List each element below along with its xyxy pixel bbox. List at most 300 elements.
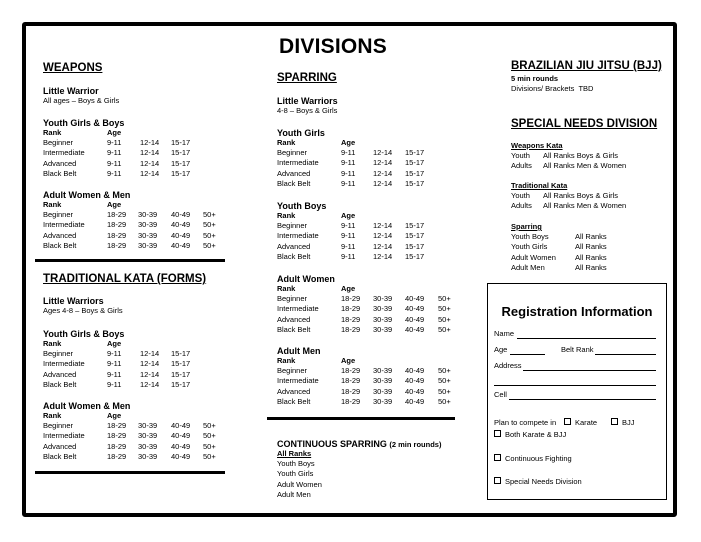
belt-rank-label: Belt Rank xyxy=(561,345,594,354)
table-header-cell xyxy=(373,138,405,148)
table-header-cell xyxy=(203,200,223,210)
kata-adult-table xyxy=(43,411,223,462)
table-cell: 30-39 xyxy=(138,441,158,451)
weapons-youth-title: Youth Girls & Boys xyxy=(43,118,125,128)
table-header-cell: Rank xyxy=(277,138,296,147)
table-row xyxy=(277,325,458,335)
table-row xyxy=(43,169,201,179)
table-header-cell: Age xyxy=(341,138,356,147)
table-row xyxy=(511,161,643,171)
table-cell: 50+ xyxy=(203,421,216,431)
kata-youth-block xyxy=(43,329,201,390)
table-header-cell: Age xyxy=(107,200,122,209)
table-cell: 12-14 xyxy=(373,178,393,188)
table-row xyxy=(277,294,458,304)
table-header-cell xyxy=(171,200,203,210)
table-cell: Beginner xyxy=(277,366,308,376)
checkbox-icon[interactable] xyxy=(494,454,501,461)
table-cell: Advanced xyxy=(277,386,311,396)
checkbox-icon[interactable] xyxy=(494,430,501,437)
table-cell: Youth xyxy=(511,151,530,161)
table-row xyxy=(43,452,223,462)
table-row xyxy=(277,179,435,189)
belt-rank-field[interactable] xyxy=(595,354,656,355)
table-row xyxy=(511,191,643,201)
table-cell: All Ranks Men & Women xyxy=(543,161,627,171)
table-cell: 15-17 xyxy=(171,148,191,158)
table-cell: All Ranks xyxy=(575,262,607,272)
table-header-cell: Age xyxy=(107,128,122,137)
table-cell: Adults xyxy=(511,201,532,211)
table-cell: 12-14 xyxy=(140,148,160,158)
plan-label: Plan to compete in xyxy=(494,418,557,427)
table-cell: Advanced xyxy=(277,314,311,324)
table-cell: 50+ xyxy=(438,396,451,406)
table-header-cell: Rank xyxy=(43,200,62,209)
continuous-heading-note: (2 min rounds) xyxy=(389,440,442,449)
table-cell: All Ranks Men & Women xyxy=(543,201,627,211)
age-label: Age xyxy=(494,345,508,354)
table-header-cell: Age xyxy=(341,211,356,220)
table-row xyxy=(277,158,435,168)
sparring-little-warriors xyxy=(277,96,338,116)
table-row xyxy=(43,421,223,431)
table-header-cell xyxy=(138,411,171,421)
continuous-sparring-block xyxy=(277,439,441,500)
table-cell: 15-17 xyxy=(405,231,425,241)
address-label: Address xyxy=(494,361,522,370)
table-cell: Black Belt xyxy=(43,240,77,250)
bjj-option[interactable] xyxy=(611,418,635,427)
continuous-item: Adult Women xyxy=(277,479,322,489)
table-header-cell xyxy=(405,211,435,221)
table-cell: 9-11 xyxy=(107,138,122,148)
table-cell: 12-14 xyxy=(373,241,393,251)
table-row xyxy=(277,252,435,262)
weapons-youth-table xyxy=(43,128,201,179)
table-row xyxy=(277,242,435,252)
registration-title: Registration Information xyxy=(501,304,653,319)
table-cell: 9-11 xyxy=(341,231,356,241)
table-row xyxy=(277,366,458,376)
table-cell: 50+ xyxy=(203,240,216,250)
sparring-heading: SPARRING xyxy=(277,72,337,84)
weapons-adult-title: Adult Women & Men xyxy=(43,190,131,200)
table-cell: 40-49 xyxy=(171,230,191,240)
table-row xyxy=(277,304,458,314)
table-row xyxy=(511,242,625,252)
table-cell: 15-17 xyxy=(171,168,191,178)
kata-adult-title: Adult Women & Men xyxy=(43,401,131,411)
table-cell: 12-14 xyxy=(140,168,160,178)
table-cell: 15-17 xyxy=(171,138,191,148)
table-cell: 9-11 xyxy=(341,221,356,231)
table-cell: 15-17 xyxy=(171,349,191,359)
table-cell: Youth Girls xyxy=(511,242,548,252)
karate-option-label: Karate xyxy=(575,418,598,427)
table-cell: Intermediate xyxy=(277,304,319,314)
table-cell: 30-39 xyxy=(138,451,158,461)
weapons-youth-block xyxy=(43,118,201,179)
sparring-adult-men-block xyxy=(277,346,458,407)
table-cell: 50+ xyxy=(203,431,216,441)
table-header-cell xyxy=(171,339,201,349)
table-cell: 9-11 xyxy=(107,148,122,158)
table-cell: 18-29 xyxy=(341,304,361,314)
table-cell: 12-14 xyxy=(373,221,393,231)
table-cell: All Ranks xyxy=(575,242,607,252)
table-cell: 18-29 xyxy=(107,230,127,240)
table-cell: 18-29 xyxy=(107,451,127,461)
table-cell: 30-39 xyxy=(373,386,393,396)
table-cell: 50+ xyxy=(438,314,451,324)
table-cell: 30-39 xyxy=(373,314,393,324)
table-cell: Adult Women xyxy=(511,252,556,262)
kata-youth-title: Youth Girls & Boys xyxy=(43,329,125,339)
table-cell: 12-14 xyxy=(140,349,160,359)
table-header-cell: Rank xyxy=(43,339,62,348)
table-cell: 12-14 xyxy=(373,158,393,168)
table-cell: 15-17 xyxy=(405,148,425,158)
kata-youth-table xyxy=(43,339,201,390)
table-cell: 18-29 xyxy=(341,376,361,386)
table-cell: 9-11 xyxy=(107,369,122,379)
table-row xyxy=(277,231,435,241)
both-option-label: Both Karate & BJJ xyxy=(505,430,567,439)
table-cell: Beginner xyxy=(43,210,74,220)
table-cell: Black Belt xyxy=(277,178,311,188)
bjj-rounds: 5 min rounds xyxy=(511,74,559,83)
sparring-youth-boys-table xyxy=(277,211,435,262)
table-cell: 30-39 xyxy=(373,366,393,376)
table-cell: Adults xyxy=(511,161,532,171)
table-cell: 40-49 xyxy=(405,396,425,406)
table-header-cell: Rank xyxy=(43,411,62,420)
special-needs-option-label: Special Needs Division xyxy=(505,477,582,486)
sparring-youth-boys-title: Youth Boys xyxy=(277,201,327,211)
table-row xyxy=(43,210,223,220)
table-cell: 50+ xyxy=(438,304,451,314)
table-cell: 50+ xyxy=(203,210,216,220)
karate-option[interactable] xyxy=(564,418,597,427)
table-cell: 40-49 xyxy=(405,366,425,376)
table-header-cell xyxy=(405,284,438,294)
table-cell: Intermediate xyxy=(43,431,85,441)
table-header-row xyxy=(277,284,458,294)
table-cell: 30-39 xyxy=(138,230,158,240)
table-cell: 40-49 xyxy=(171,431,191,441)
table-cell: 30-39 xyxy=(373,294,393,304)
special-needs-option[interactable] xyxy=(494,477,582,486)
table-row xyxy=(511,263,625,273)
table-cell: 18-29 xyxy=(107,210,127,220)
table-cell: 12-14 xyxy=(140,158,160,168)
table-cell: 12-14 xyxy=(140,369,160,379)
age-field[interactable] xyxy=(510,354,545,355)
divider xyxy=(35,471,225,474)
cell-field[interactable] xyxy=(509,399,656,400)
table-row xyxy=(43,349,201,359)
table-row xyxy=(43,231,223,241)
table-header-row xyxy=(277,138,435,148)
table-header-cell: Age xyxy=(341,356,356,365)
table-cell: Advanced xyxy=(43,158,77,168)
table-cell: Beginner xyxy=(43,349,74,359)
table-cell: 40-49 xyxy=(405,386,425,396)
bjj-brackets-value: TBD xyxy=(578,84,594,94)
checkbox-icon[interactable] xyxy=(494,477,501,484)
table-cell: 40-49 xyxy=(405,294,425,304)
continuous-option[interactable] xyxy=(494,454,572,463)
weapons-little-title: Little Warrior xyxy=(43,86,99,96)
continuous-subheading: All Ranks xyxy=(277,449,312,458)
sparring-adult-men-title: Adult Men xyxy=(277,346,321,356)
table-cell: Beginner xyxy=(277,148,308,158)
table-header-cell xyxy=(140,339,171,349)
table-cell: 18-29 xyxy=(107,431,127,441)
special-traditional-kata xyxy=(511,181,643,212)
table-header-row xyxy=(43,200,223,210)
table-cell: 9-11 xyxy=(107,158,122,168)
table-cell: 18-29 xyxy=(107,220,127,230)
table-row xyxy=(511,253,625,263)
table-cell: 30-39 xyxy=(138,240,158,250)
special-needs-heading: SPECIAL NEEDS DIVISION xyxy=(511,118,658,130)
table-cell: 30-39 xyxy=(373,376,393,386)
weapons-adult-table xyxy=(43,200,223,251)
table-row xyxy=(277,387,458,397)
weapons-little-warrior xyxy=(43,86,119,106)
special-sparring xyxy=(511,222,625,273)
table-cell: 50+ xyxy=(438,294,451,304)
table-cell: All Ranks Boys & Girls xyxy=(543,191,619,201)
table-header-cell: Rank xyxy=(277,356,296,365)
table-cell: Intermediate xyxy=(43,148,85,158)
table-row xyxy=(277,397,458,407)
table-cell: 9-11 xyxy=(341,178,356,188)
page-title: DIVISIONS xyxy=(279,35,387,58)
sparring-youth-boys-block xyxy=(277,201,435,262)
table-row xyxy=(43,148,201,158)
table-header-cell xyxy=(438,356,458,366)
table-cell: Advanced xyxy=(43,441,77,451)
table-cell: 50+ xyxy=(438,324,451,334)
table-header-cell xyxy=(438,284,458,294)
table-cell: 40-49 xyxy=(405,314,425,324)
name-label: Name xyxy=(494,329,515,338)
table-cell: 50+ xyxy=(438,366,451,376)
continuous-option-label: Continuous Fighting xyxy=(505,454,572,463)
table-row xyxy=(277,169,435,179)
table-cell: Black Belt xyxy=(277,324,311,334)
table-header-cell: Rank xyxy=(277,284,296,293)
table-cell: 9-11 xyxy=(107,349,122,359)
table-cell: Intermediate xyxy=(43,220,85,230)
table-cell: 18-29 xyxy=(341,386,361,396)
address-field-line-2[interactable] xyxy=(494,385,656,386)
table-header-row xyxy=(43,411,223,421)
table-cell: 40-49 xyxy=(171,421,191,431)
name-field[interactable] xyxy=(517,338,656,339)
table-cell: 30-39 xyxy=(373,396,393,406)
table-cell: 15-17 xyxy=(405,241,425,251)
sparring-adult-women-block xyxy=(277,274,458,335)
table-cell: 18-29 xyxy=(341,294,361,304)
table-cell: 50+ xyxy=(438,376,451,386)
table-row xyxy=(511,151,643,161)
table-row xyxy=(43,241,223,251)
special-sparring-table xyxy=(511,232,625,273)
table-cell: 12-14 xyxy=(140,138,160,148)
sparring-youth-girls-title: Youth Girls xyxy=(277,128,325,138)
table-cell: Intermediate xyxy=(43,359,85,369)
table-cell: Beginner xyxy=(43,421,74,431)
table-header-row xyxy=(277,356,458,366)
sparring-adult-women-table xyxy=(277,284,458,335)
table-row xyxy=(43,359,201,369)
sparring-adult-men-table xyxy=(277,356,458,407)
table-cell: 9-11 xyxy=(341,241,356,251)
continuous-item: Youth Girls xyxy=(277,469,314,479)
table-cell: 50+ xyxy=(203,220,216,230)
table-cell: Advanced xyxy=(43,369,77,379)
address-field[interactable] xyxy=(523,370,656,371)
table-cell: 50+ xyxy=(203,230,216,240)
table-cell: 15-17 xyxy=(405,251,425,261)
table-cell: 40-49 xyxy=(405,304,425,314)
table-cell: 12-14 xyxy=(140,359,160,369)
table-cell: Youth Boys xyxy=(511,232,549,242)
table-row xyxy=(43,220,223,230)
table-row xyxy=(43,442,223,452)
special-weapons-kata-title: Weapons Kata xyxy=(511,141,563,150)
table-header-cell: Age xyxy=(341,284,356,293)
table-cell: All Ranks xyxy=(575,252,607,262)
both-option[interactable] xyxy=(494,430,566,439)
table-cell: 15-17 xyxy=(405,158,425,168)
table-cell: Youth xyxy=(511,191,530,201)
registration-form xyxy=(487,283,667,500)
table-header-cell xyxy=(140,128,171,138)
table-cell: Advanced xyxy=(277,241,311,251)
table-header-row xyxy=(43,128,201,138)
table-header-cell xyxy=(373,211,405,221)
bjj-heading: BRAZILIAN JIU JITSU (BJJ) xyxy=(511,60,662,72)
table-row xyxy=(43,431,223,441)
table-cell: 18-29 xyxy=(341,396,361,406)
table-row xyxy=(43,138,201,148)
table-cell: 15-17 xyxy=(405,168,425,178)
table-row xyxy=(277,315,458,325)
special-traditional-kata-title: Traditional Kata xyxy=(511,181,568,190)
table-cell: 40-49 xyxy=(171,210,191,220)
table-header-row xyxy=(277,211,435,221)
table-cell: Beginner xyxy=(277,221,308,231)
table-cell: Beginner xyxy=(43,138,74,148)
special-weapons-kata-table xyxy=(511,151,643,171)
table-cell: Beginner xyxy=(277,294,308,304)
special-traditional-kata-table xyxy=(511,191,643,211)
table-header-cell: Rank xyxy=(277,211,296,220)
checkbox-icon[interactable] xyxy=(611,418,618,425)
table-cell: 12-14 xyxy=(373,148,393,158)
table-header-cell: Rank xyxy=(43,128,62,137)
table-cell: 15-17 xyxy=(171,369,191,379)
table-cell: 9-11 xyxy=(107,379,122,389)
table-header-cell xyxy=(171,411,203,421)
table-cell: Intermediate xyxy=(277,231,319,241)
table-cell: 40-49 xyxy=(171,220,191,230)
continuous-heading: CONTINUOUS SPARRING xyxy=(277,439,387,449)
kata-little-subtitle: Ages 4-8 – Boys & Girls xyxy=(43,306,123,315)
table-cell: Adult Men xyxy=(511,262,545,272)
table-cell: 12-14 xyxy=(373,251,393,261)
table-cell: Black Belt xyxy=(43,451,77,461)
bjj-brackets-label: Divisions/ Brackets xyxy=(511,84,575,94)
table-cell: 40-49 xyxy=(171,441,191,451)
table-cell: 50+ xyxy=(203,441,216,451)
table-row xyxy=(43,159,201,169)
table-cell: 18-29 xyxy=(107,421,127,431)
sparring-little-subtitle: 4-8 – Boys & Girls xyxy=(277,106,338,115)
table-cell: 12-14 xyxy=(140,379,160,389)
table-cell: 30-39 xyxy=(373,324,393,334)
table-header-row xyxy=(43,339,201,349)
table-cell: Black Belt xyxy=(277,251,311,261)
table-cell: 30-39 xyxy=(373,304,393,314)
table-cell: 9-11 xyxy=(107,168,122,178)
bjj-info xyxy=(511,74,593,94)
table-header-cell xyxy=(405,138,435,148)
divider xyxy=(35,259,225,262)
table-row xyxy=(511,201,643,211)
table-cell: 9-11 xyxy=(107,359,122,369)
special-weapons-kata xyxy=(511,141,643,172)
table-header-cell xyxy=(203,411,223,421)
table-header-cell xyxy=(405,356,438,366)
table-row xyxy=(277,148,435,158)
kata-adult-block xyxy=(43,401,223,462)
table-row xyxy=(277,376,458,386)
table-row xyxy=(43,370,201,380)
table-cell: 15-17 xyxy=(405,178,425,188)
table-cell: 9-11 xyxy=(341,148,356,158)
table-row xyxy=(43,380,201,390)
table-cell: 40-49 xyxy=(405,324,425,334)
table-cell: Black Belt xyxy=(43,379,77,389)
sparring-adult-women-title: Adult Women xyxy=(277,274,335,284)
continuous-item: Adult Men xyxy=(277,489,311,499)
table-cell: 15-17 xyxy=(171,158,191,168)
table-cell: Intermediate xyxy=(277,158,319,168)
table-cell: 18-29 xyxy=(341,366,361,376)
table-cell: 15-17 xyxy=(171,359,191,369)
table-cell: 15-17 xyxy=(171,379,191,389)
table-header-cell: Age xyxy=(107,339,122,348)
table-cell: 50+ xyxy=(203,451,216,461)
table-cell: 40-49 xyxy=(405,376,425,386)
table-header-cell: Age xyxy=(107,411,122,420)
table-cell: All Ranks xyxy=(575,232,607,242)
table-cell: 15-17 xyxy=(405,221,425,231)
divider xyxy=(267,417,455,420)
table-cell: All Ranks Boys & Girls xyxy=(543,151,619,161)
table-cell: 9-11 xyxy=(341,168,356,178)
kata-little-title: Little Warriors xyxy=(43,296,104,306)
checkbox-icon[interactable] xyxy=(564,418,571,425)
weapons-adult-block xyxy=(43,190,223,251)
table-cell: 50+ xyxy=(438,386,451,396)
